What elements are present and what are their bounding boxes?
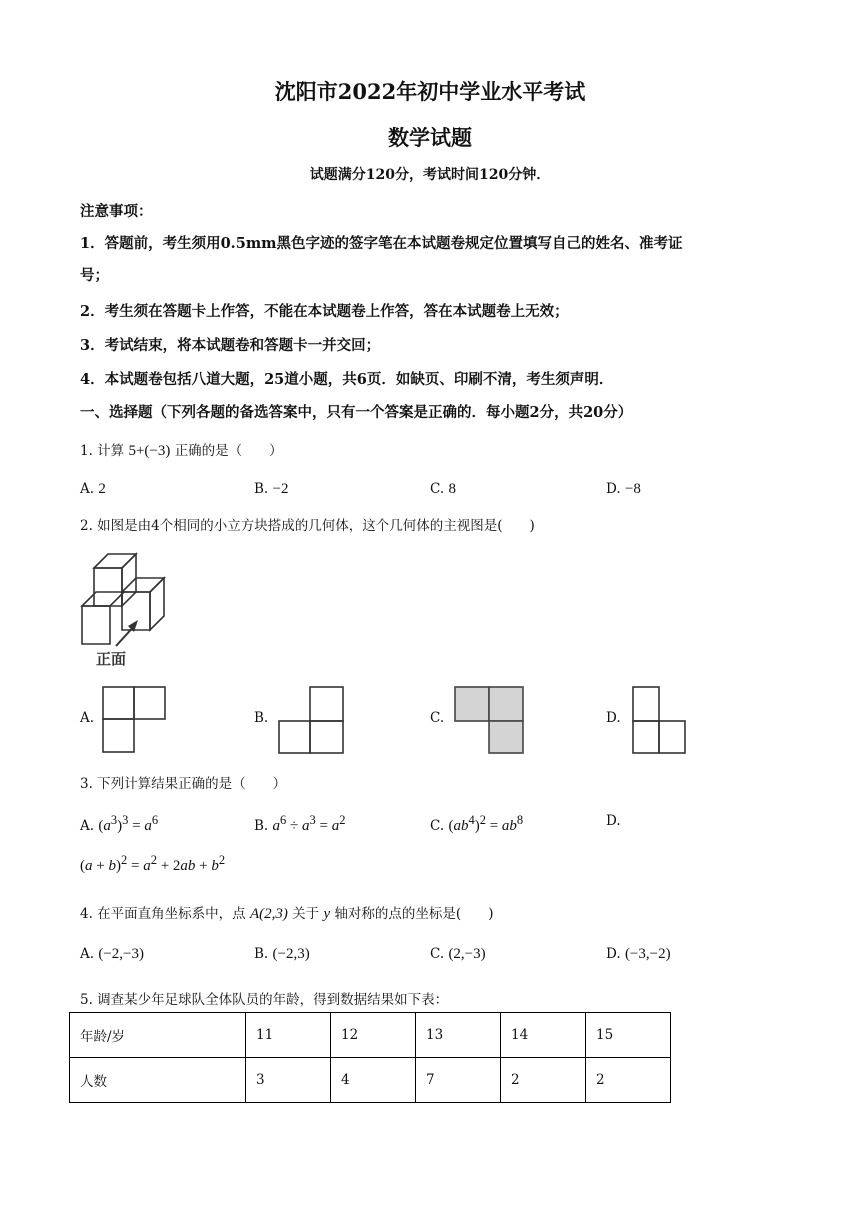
q2-option-d-figure[interactable]: [630, 684, 690, 756]
q1-expression: 5+(−3): [128, 443, 171, 459]
table-cell: 12: [331, 1013, 416, 1058]
table-cell: 年龄/岁: [70, 1013, 246, 1058]
table-cell: 2: [501, 1058, 586, 1103]
question-5: 5. 调查某少年足球队全体队员的年龄，得到数据结果如下表：: [80, 992, 449, 1008]
q3-a-expression: $(a^3)^3 = a^6$: [98, 813, 159, 834]
q1-option-b[interactable]: B. −2: [254, 481, 289, 497]
q2-option-d-label[interactable]: D.: [606, 710, 621, 726]
exam-info: 试题满分120分，考试时间120分钟．: [309, 167, 551, 183]
exam-title: 沈阳市2022年初中学业水平考试: [274, 79, 586, 104]
table-cell: 人数: [70, 1058, 246, 1103]
q4-option-a[interactable]: A. (−2,−3): [80, 946, 145, 962]
table-cell: 4: [331, 1058, 416, 1103]
table-row: [70, 1058, 671, 1103]
q4-option-d[interactable]: D. (−3,−2): [606, 946, 671, 962]
q3-option-b[interactable]: B. $a^6 \div a^3 = a^2$: [254, 813, 346, 834]
notes-heading: 注意事项：: [80, 203, 153, 220]
q4-axis: y: [323, 906, 331, 922]
table-row: [70, 1013, 671, 1058]
table-cell: 3: [246, 1058, 331, 1103]
q4-option-c[interactable]: C. (2,−3): [430, 946, 486, 962]
q1-prefix: 1. 计算: [80, 443, 125, 459]
q4-option-b[interactable]: B. (−2,3): [254, 946, 310, 962]
table-cell: 15: [586, 1013, 671, 1058]
question-2: 2. 如图是由4个相同的小立方块搭成的几何体，这个几何体的主视图是( ): [80, 518, 535, 534]
table-cell: 11: [246, 1013, 331, 1058]
question-4: 4. 在平面直角坐标系中，点 A(2,3) 关于 y 轴对称的点的坐标是( ): [80, 906, 494, 922]
q2-option-a-label[interactable]: A.: [80, 710, 95, 726]
q1-option-a[interactable]: A. 2: [80, 481, 106, 497]
q1-option-c[interactable]: C. 8: [430, 481, 456, 497]
question-3: 3. 下列计算结果正确的是（ ）: [80, 776, 287, 792]
q2-option-b-figure[interactable]: [276, 684, 348, 756]
q3-option-a[interactable]: A. $(a^3)^3 = a^6$: [80, 813, 159, 834]
section-heading: 一、选择题（下列各题的备选答案中，只有一个答案是正确的．每小题2分，共20分）: [80, 404, 633, 421]
q3-option-c[interactable]: C. $(ab^4)^2 = ab^8$: [430, 813, 524, 834]
front-label: 正面: [96, 650, 127, 668]
q2-option-b-label[interactable]: B.: [254, 710, 269, 726]
note-item-1-cont: 号；: [80, 267, 109, 284]
q4-point: A(2,3): [249, 906, 288, 922]
note-item-3: 3．考试结束，将本试题卷和答题卡一并交回；: [80, 337, 381, 354]
note-item-1: 1．答题前，考生须用0.5mm黑色字迹的签字笔在本试题卷规定位置填写自己的姓名、准考证: [80, 235, 683, 252]
q3-d-expression[interactable]: $(a + b)^2 = a^2 + 2ab + b^2$: [80, 853, 226, 874]
q3-option-d[interactable]: D.: [606, 813, 621, 829]
table-cell: 14: [501, 1013, 586, 1058]
q1-suffix: 正确的是（ ）: [174, 443, 283, 459]
table-cell: 2: [586, 1058, 671, 1103]
note-item-2: 2．考生须在答题卡上作答，不能在本试题卷上作答，答在本试题卷上无效；: [80, 303, 569, 320]
table-cell: 7: [416, 1058, 501, 1103]
q1-option-d[interactable]: D. −8: [606, 481, 641, 497]
q2-option-a-figure[interactable]: [100, 684, 170, 756]
q2-option-c-label[interactable]: C.: [430, 710, 445, 726]
note-item-4: 4．本试题卷包括八道大题，25道小题，共6页．如缺页、印刷不清，考生须声明．: [80, 371, 614, 388]
table-cell: 13: [416, 1013, 501, 1058]
question-1: [80, 439, 283, 460]
age-table: [69, 1012, 671, 1103]
subject-title: 数学试题: [388, 125, 472, 150]
cube-figure: [76, 546, 186, 670]
q3-c-expression: $(ab^4)^2 = ab^8$: [448, 813, 524, 834]
q2-option-c-figure[interactable]: [452, 684, 526, 756]
q3-b-expression: $a^6 \div a^3 = a^2$: [272, 813, 346, 834]
